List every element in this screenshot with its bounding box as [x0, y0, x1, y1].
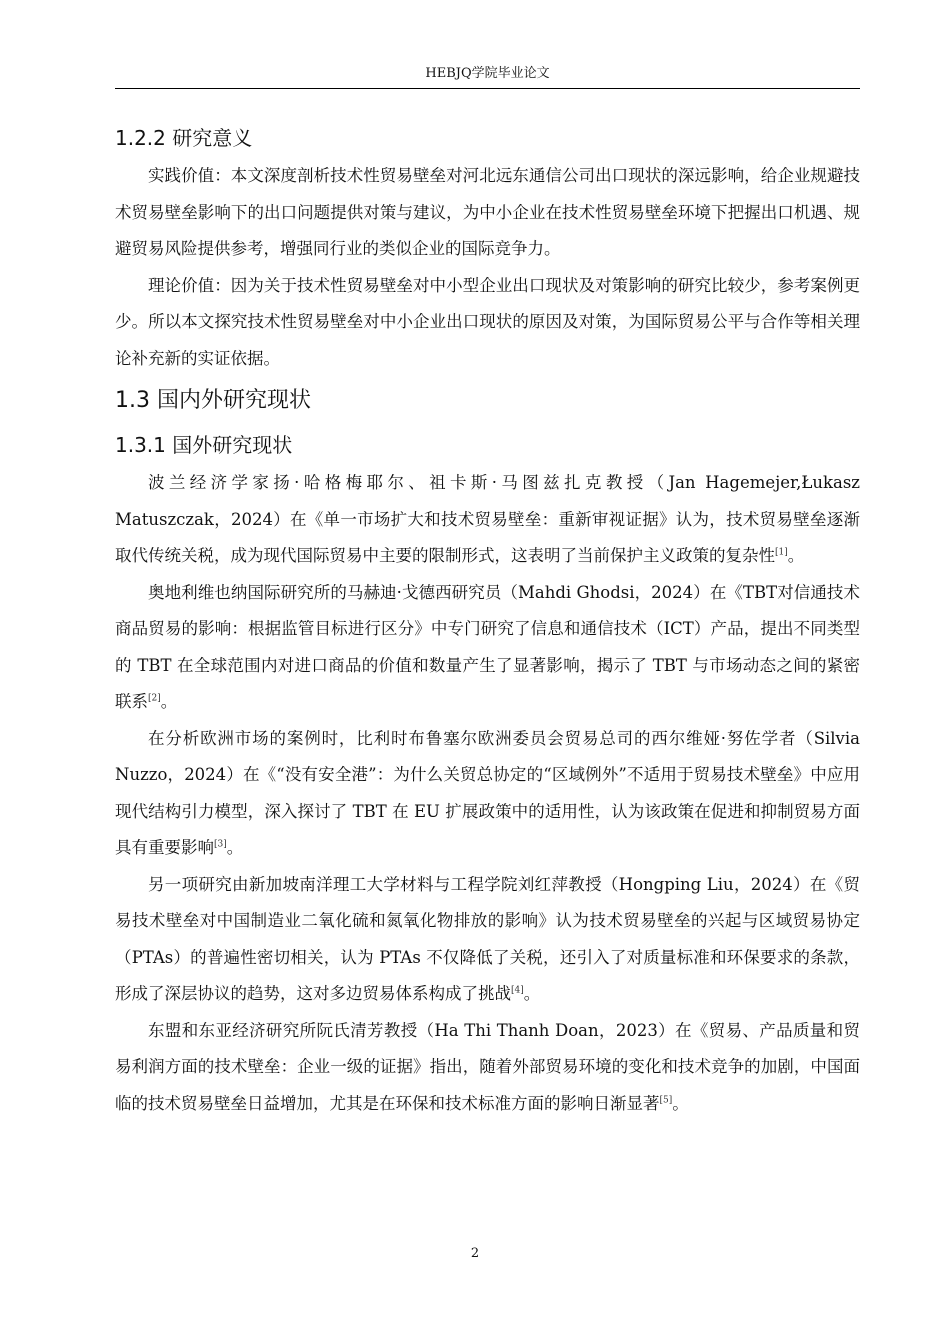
- paragraph-text: 另一项研究由新加坡南洋理工大学材料与工程学院刘红萍教授（Hongping Liu，2024）在《贸易技术壁垒对中国制造业二氧化硫和氮氧化物排放的影响》认为技术贸易壁垒的兴起与区域贸易协定（PTAs）的普遍性密切相关，认为 PTAs 不仅降低了关税，还引入了对质量标准和环保要求的条款，形成了深层协议的趋势，这对多边贸易体系构成了挑战: [115, 874, 860, 1003]
- paragraph-theoretical-value: 理论价值：因为关于技术性贸易壁垒对中小型企业出口现状及对策影响的研究比较少，参考案例更少。所以本文探究技术性贸易壁垒对中小企业出口现状的原因及对策，为国际贸易公平与合作等相关理论补充新的实证依据。: [115, 275, 860, 368]
- page-footer: [0, 1246, 950, 1261]
- paragraph-practical-value: 实践价值：本文深度剖析技术性贸易壁垒对河北远东通信公司出口现状的深远影响，给企业规避技术贸易壁垒影响下的出口问题提供对策与建议，为中小企业在技术性贸易壁垒环境下把握出口机遇、规避贸易风险提供参考，增强同行业的类似企业的国际竞争力。: [115, 166, 860, 258]
- section-heading-1-2-2: 1.2.2 研究意义: [115, 126, 253, 150]
- period: 。: [160, 692, 178, 711]
- paragraph-doan: [115, 1013, 860, 1123]
- period: 。: [672, 1093, 689, 1113]
- section-heading-1-3-1: 1.3.1 国外研究现状: [115, 433, 293, 457]
- period: 。: [787, 546, 805, 565]
- paragraph-text: 在分析欧洲市场的案例时，比利时布鲁塞尔欧洲委员会贸易总司的西尔维娅·努佐学者（Silvia Nuzzo，2024）在《“没有安全港”：为什么关贸总协定的“区域例外”不适用于贸易技术壁垒》中应用现代结构引力模型，深入探讨了 TBT 在 EU 扩展政策中的适用性，认为该政策在促进和抑制贸易方面具有重要影响: [115, 728, 860, 857]
- section-heading-1-3: 1.3 国内外研究现状: [115, 388, 311, 413]
- citation-ref: [3]: [214, 839, 227, 850]
- period: 。: [523, 984, 541, 1003]
- paragraph-liu: [115, 867, 860, 1013]
- citation-ref: [2]: [148, 693, 161, 704]
- paragraph-hagemejer: [115, 465, 860, 575]
- citation-ref: [4]: [511, 985, 524, 996]
- paragraph-nuzzo: [115, 721, 860, 867]
- citation-ref: [5]: [659, 1095, 673, 1105]
- paragraph-text: 波兰经济学家扬·哈格梅耶尔、祖卡斯·马图兹扎克教授（Jan Hagemejer,Łukasz Matuszczak，2024）在《单一市场扩大和技术贸易壁垒：重新审视证据》认为，技术贸易壁垒逐渐取代传统关税，成为现代国际贸易中主要的限制形式，这表明了当前保护主义政策的复杂性: [115, 473, 860, 565]
- period: 。: [226, 838, 244, 857]
- page-number: 2: [470, 1246, 480, 1261]
- citation-ref: [1]: [775, 547, 788, 558]
- paragraph-text: 奥地利维也纳国际研究所的马赫迪·戈德西研究员（Mahdi Ghodsi，2024）在《TBT对信通技术商品贸易的影响：根据监管目标进行区分》中专门研究了信息和通信技术（ICT）产品，提出不同类型的 TBT 在全球范围内对进口商品的价值和数量产生了显著影响，揭示了 TBT 与市场动态之间的紧密联系: [115, 582, 860, 711]
- paragraph-ghodsi: [115, 575, 860, 721]
- header-title: HEBJQ学院毕业论文: [425, 66, 550, 81]
- paragraph-text: 东盟和东亚经济研究所阮氏清芳教授（Ha Thi Thanh Doan，2023）在《贸易、产品质量和贸易利润方面的技术壁垒：企业一级的证据》指出，随着外部贸易环境的变化和技术竞争的加剧，中国面临的技术贸易壁垒日益增加，尤其是在环保和技术标准方面的影响日渐显著: [115, 1020, 860, 1113]
- page-body: [115, 118, 860, 1122]
- page-header: [115, 64, 860, 89]
